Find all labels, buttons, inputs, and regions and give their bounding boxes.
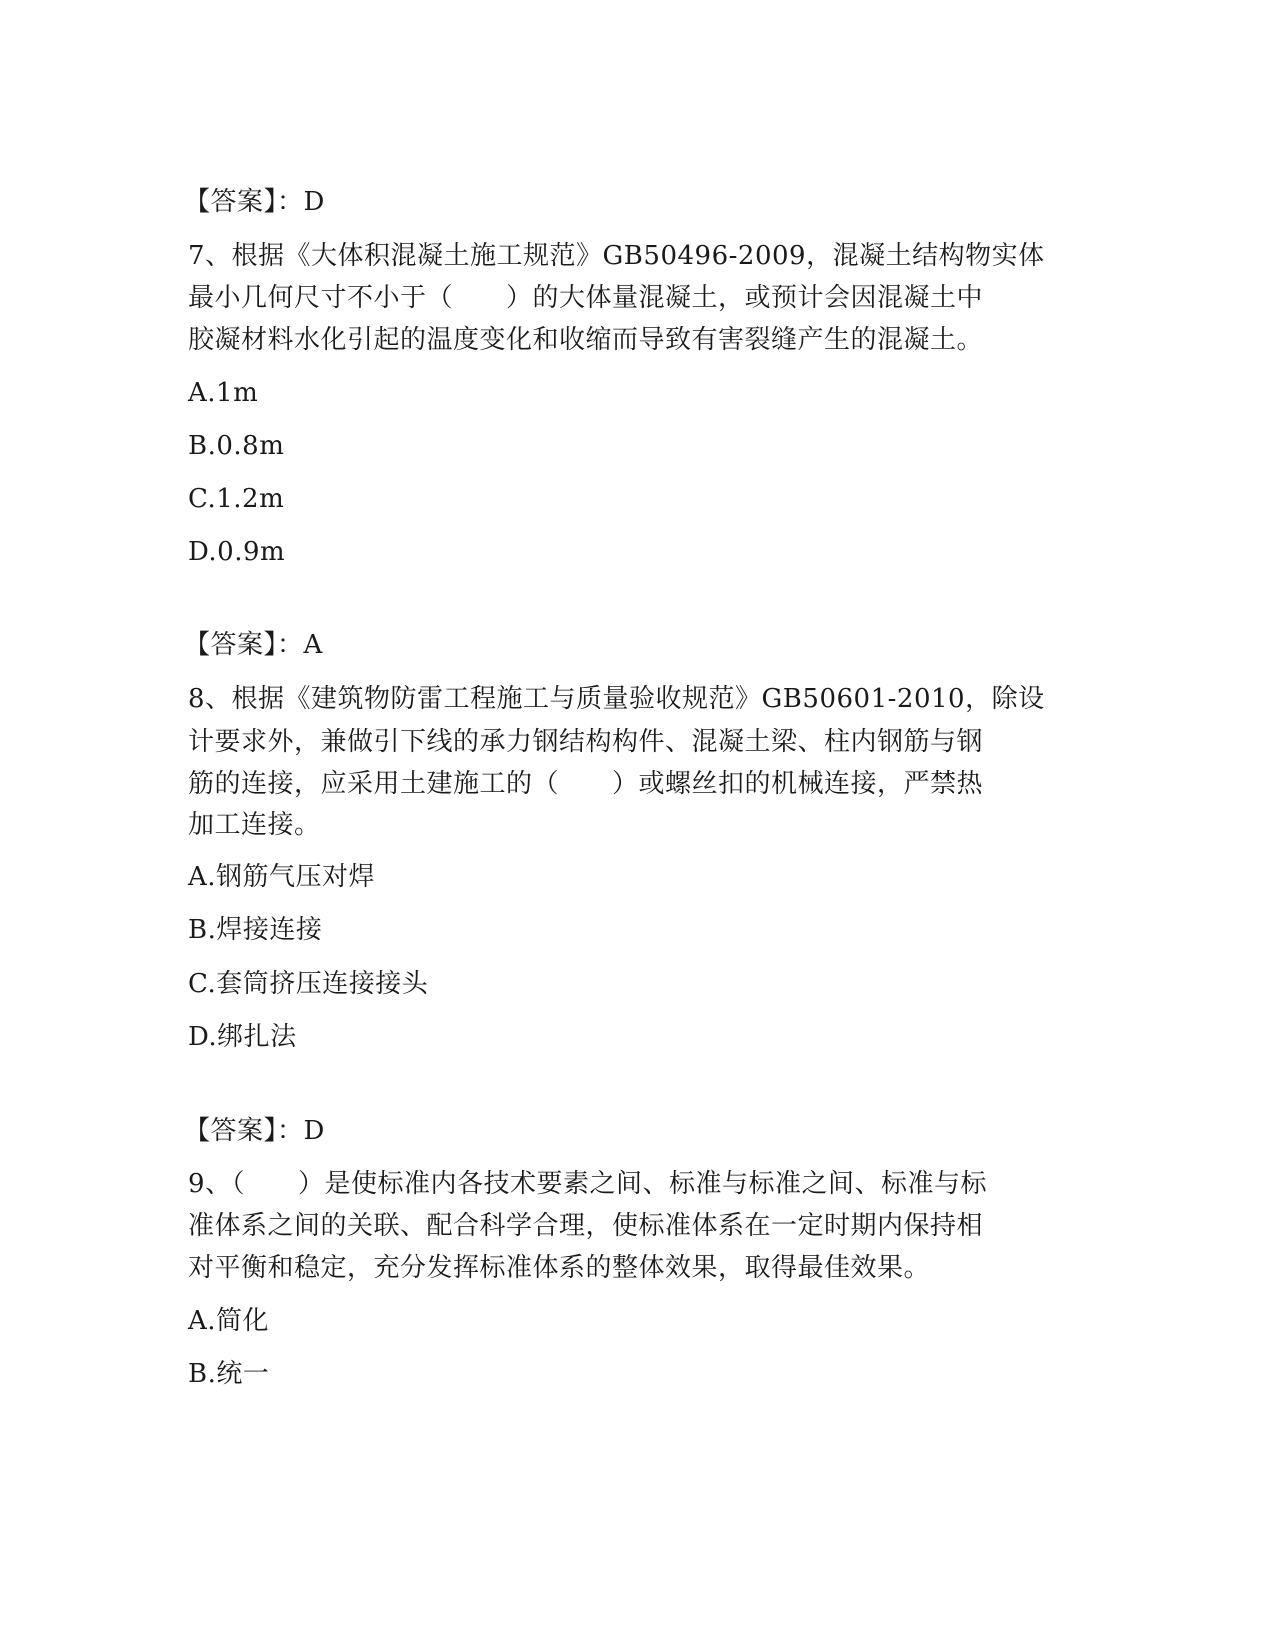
question-9-line-3: 对平衡和稳定，充分发挥标准体系的整体效果，取得最佳效果。 bbox=[188, 1253, 931, 1283]
question-7-line-3: 胶凝材料水化引起的温度变化和收缩而导致有害裂缝产生的混凝土。 bbox=[188, 325, 984, 355]
question-7-line-2: 最小几何尺寸不小于（ ）的大体量混凝土，或预计会因混凝土中 bbox=[188, 283, 984, 313]
question-8-line-3: 筋的连接，应采用土建施工的（ ）或螺丝扣的机械连接，严禁热 bbox=[188, 769, 984, 799]
question-8-option-d: D.绑扎法 bbox=[188, 1022, 297, 1052]
answer-line: 【答案】：D bbox=[184, 1116, 325, 1146]
question-7-option-b: B.0.8m bbox=[188, 431, 285, 461]
question-9-option-b: B.统一 bbox=[188, 1359, 270, 1389]
answer-line: 【答案】：D bbox=[184, 187, 325, 217]
answer-line: 【答案】：A bbox=[184, 630, 323, 660]
question-8-option-c: C.套筒挤压连接接头 bbox=[188, 969, 429, 999]
question-7-line-1: 7、根据《大体积混凝土施工规范》GB50496-2009，混凝土结构物实体 bbox=[188, 241, 1045, 271]
question-7-option-d: D.0.9m bbox=[188, 537, 286, 567]
question-7-option-a: A.1m bbox=[188, 378, 259, 408]
question-9-option-a: A.简化 bbox=[188, 1306, 270, 1336]
question-9-line-2: 准体系之间的关联、配合科学合理，使标准体系在一定时期内保持相 bbox=[188, 1211, 984, 1241]
question-8-line-1: 8、根据《建筑物防雷工程施工与质量验收规范》GB50601-2010，除设 bbox=[188, 684, 1045, 714]
question-9-line-1: 9、（ ）是使标准内各技术要素之间、标准与标准之间、标准与标 bbox=[188, 1169, 988, 1199]
question-8-line-2: 计要求外，兼做引下线的承力钢结构构件、混凝土梁、柱内钢筋与钢 bbox=[188, 727, 984, 757]
question-8-line-4: 加工连接。 bbox=[188, 810, 321, 840]
question-8-option-b: B.焊接连接 bbox=[188, 915, 323, 945]
question-7-option-c: C.1.2m bbox=[188, 484, 285, 514]
question-8-option-a: A.钢筋气压对焊 bbox=[188, 862, 376, 892]
